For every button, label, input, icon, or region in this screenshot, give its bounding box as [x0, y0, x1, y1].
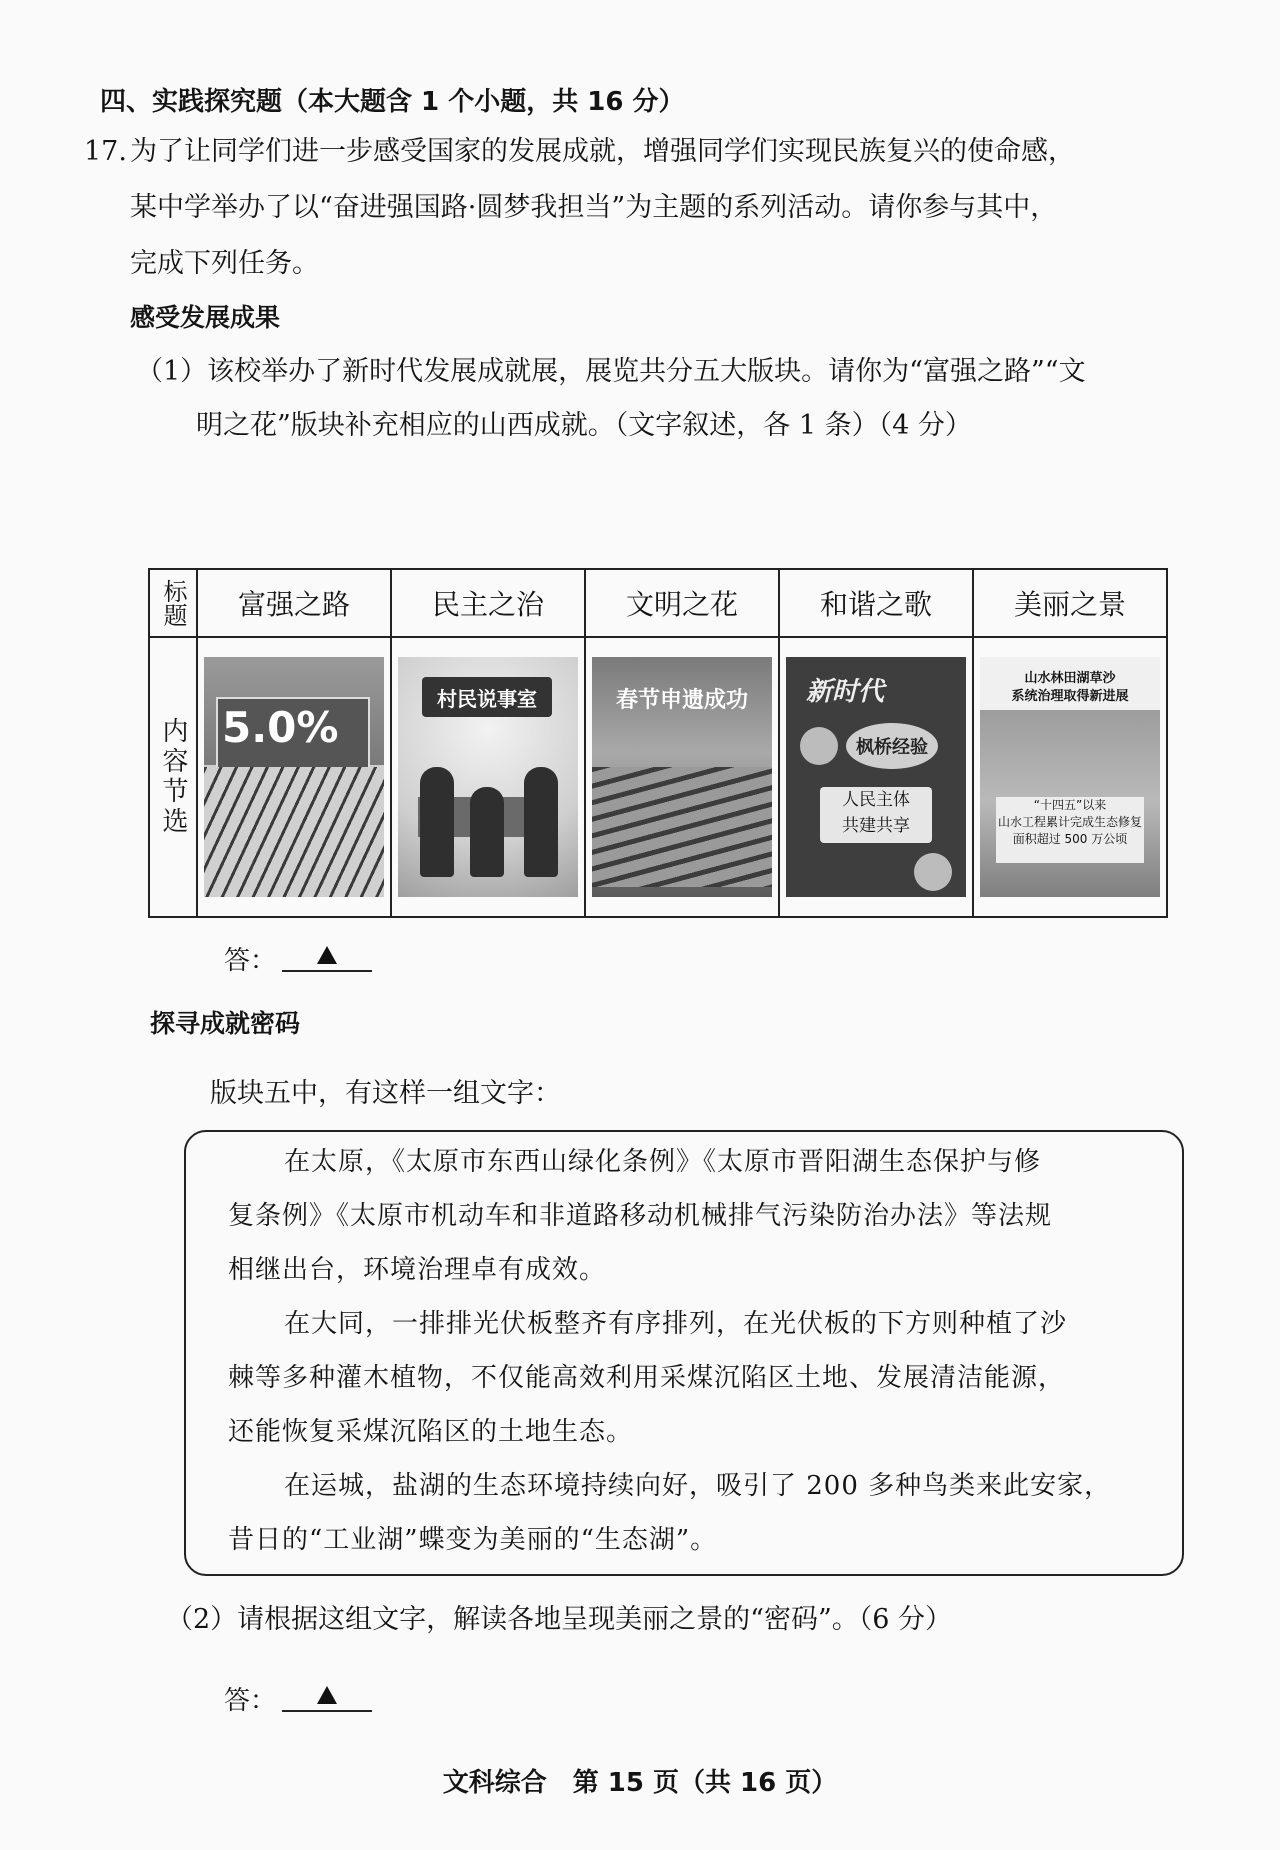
part2-answer-blank[interactable] — [282, 1680, 372, 1712]
box-line: 在大同，一排排光伏板整齐有序排列，在光伏板的下方则种植了沙 — [284, 1309, 1068, 1339]
part2-question: （2）请根据这组文字，解读各地呈现美丽之景的“密码”。（6 分） — [166, 1604, 953, 1635]
poster-box-line: 人民主体 — [842, 790, 910, 810]
page-footer: 文科综合 第 15 页（共 16 页） — [442, 1768, 838, 1798]
photo-pattern — [592, 767, 772, 887]
photo-village-meeting — [398, 657, 578, 897]
part2-heading: 探寻成就密码 — [150, 1009, 301, 1038]
photo-growth-figure: 5.0% — [222, 703, 339, 752]
photo-spring-festival — [592, 657, 772, 897]
photo-sign-text: 村民说事室 — [437, 687, 537, 711]
photo-high-speed-rail — [204, 657, 384, 897]
question-intro-line-2: 某中学举办了以“奋进强国路·圆梦我担当”为主题的系列活动。请你参与其中， — [130, 192, 1058, 223]
report-panel — [996, 797, 1144, 863]
exhibit-table — [148, 568, 1168, 918]
photo-rail-tracks — [204, 767, 384, 897]
question-intro-line-3: 完成下列任务。 — [130, 248, 319, 279]
content-cell — [392, 638, 586, 916]
column-header — [780, 570, 974, 638]
column-header-label: 富强之路 — [237, 588, 350, 621]
answer-marker-icon — [317, 1686, 337, 1704]
content-cell — [198, 638, 392, 916]
content-cell — [780, 638, 974, 916]
poster-oval-text: 枫桥经验 — [856, 737, 928, 758]
poster-emblem — [800, 727, 838, 765]
photo-landscape-report — [980, 657, 1160, 897]
column-header-label: 文明之花 — [625, 588, 738, 621]
answer-marker-icon — [317, 946, 337, 964]
photo-person — [524, 767, 558, 877]
report-panel-line: “十四五”以来 — [1033, 798, 1107, 812]
photo-caption: 春节申遗成功 — [615, 688, 748, 713]
row-header-title-text: 标题 — [159, 579, 187, 627]
column-header — [974, 570, 1166, 638]
column-header — [198, 570, 392, 638]
photo-person — [420, 767, 454, 877]
part1-answer-blank[interactable] — [282, 940, 372, 972]
column-header-label: 和谐之歌 — [819, 588, 932, 621]
report-headline: 山水林田湖草沙 — [1024, 671, 1116, 686]
poster-box-line: 共建共享 — [842, 816, 910, 836]
part1-question-line-2: 明之花”版块补充相应的山西成就。（文字叙述，各 1 条）（4 分） — [196, 410, 972, 441]
box-line: 还能恢复采煤沉陷区的土地生态。 — [228, 1417, 634, 1447]
column-header — [586, 570, 780, 638]
poster-emblem — [914, 853, 952, 891]
quoted-text-box — [184, 1130, 1184, 1576]
part1-question-line-1: （1）该校举办了新时代发展成就展，展览共分五大版块。请你为“富强之路”“文 — [136, 356, 1086, 387]
part2-answer-label: 答： — [224, 1686, 277, 1716]
row-header-content — [150, 638, 198, 916]
column-header — [392, 570, 586, 638]
box-line: 相继出台，环境治理卓有成效。 — [228, 1255, 607, 1285]
report-panel-line: 山水工程累计完成生态修复 — [997, 815, 1142, 829]
poster-title: 新时代 — [806, 677, 885, 707]
box-line: 棘等多种灌木植物，不仅能高效利用采煤沉陷区土地、发展清洁能源， — [228, 1363, 1066, 1393]
question-intro-line-1: 为了让同学们进一步感受国家的发展成就，增强同学们实现民族复兴的使命感， — [130, 136, 1075, 167]
column-header-label: 民主之治 — [431, 588, 544, 621]
report-headline: 系统治理取得新进展 — [1011, 689, 1129, 704]
section-title: 四、实践探究题（本大题含 1 个小题，共 16 分） — [100, 87, 685, 117]
box-line: 昔日的“工业湖”蝶变为美丽的“生态湖”。 — [228, 1525, 718, 1555]
photo-fengqiao-poster — [786, 657, 966, 897]
poster-oval — [846, 723, 938, 769]
part1-heading: 感受发展成果 — [130, 303, 281, 332]
box-line: 复条例》《太原市机动车和非道路移动机械排气污染防治办法》等法规 — [228, 1201, 1053, 1231]
row-header-content-text: 内容节选 — [158, 717, 188, 837]
poster-box — [820, 787, 932, 843]
column-header-label: 美丽之景 — [1013, 588, 1126, 621]
box-line: 在太原，《太原市东西山绿化条例》《太原市晋阳湖生态保护与修 — [284, 1147, 1042, 1177]
photo-sign — [422, 677, 552, 717]
part2-lead: 版块五中，有这样一组文字： — [210, 1078, 561, 1109]
box-line: 在运城，盐湖的生态环境持续向好，吸引了 200 多种鸟类来此安家， — [284, 1471, 1112, 1501]
part1-answer-label: 答： — [224, 946, 277, 976]
content-cell — [974, 638, 1166, 916]
report-panel-line: 面积超过 500 万公顷 — [1012, 832, 1128, 846]
row-header-title — [150, 570, 198, 638]
content-cell — [586, 638, 780, 916]
photo-person — [470, 787, 504, 877]
question-number: 17. — [84, 136, 127, 167]
